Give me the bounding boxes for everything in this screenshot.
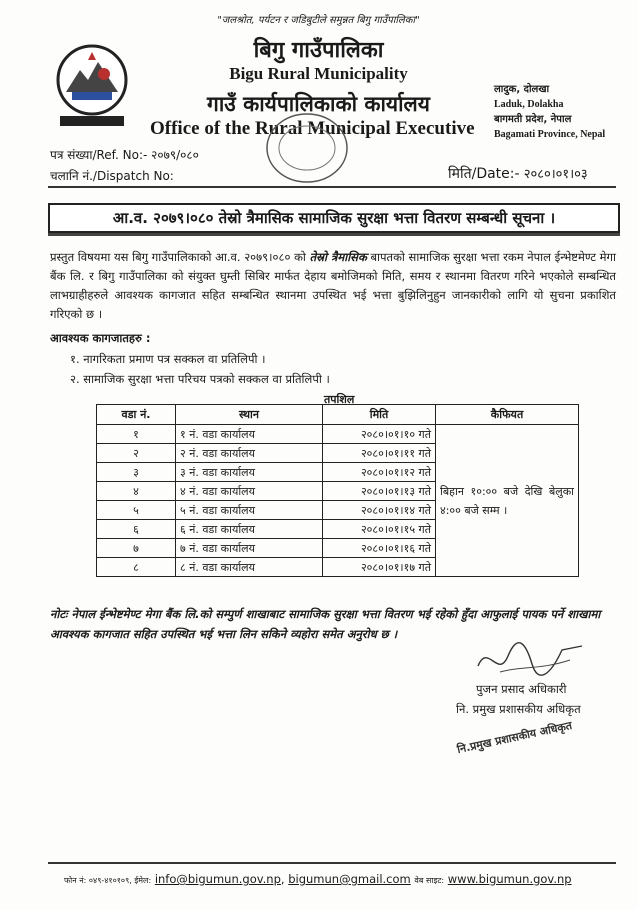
place-cell: ८ नं. वडा कार्यालय [176, 558, 323, 577]
column-header: कैफियत [436, 405, 579, 425]
footer-divider [48, 862, 616, 864]
reference-number: पत्र संख्या/Ref. No:- २०७९/०८० [50, 148, 199, 162]
requirement-item: १. नागरिकता प्रमाण पत्र सक्कल वा प्रतिलिपी । [70, 352, 266, 366]
date-cell: २०८०।०१।१० गते [323, 425, 436, 444]
notice-title-box [48, 203, 620, 233]
date-cell: २०८०।०१।१३ गते [323, 482, 436, 501]
footer-contacts [64, 872, 624, 886]
office-seal-icon [262, 110, 352, 186]
notice-title: आ.व. २०७९।०८० तेस्रो त्रैमासिक सामाजिक सुरक्षा भत्ता वितरण सम्बन्धी सूचना । [112, 209, 556, 227]
column-header: स्थान [176, 405, 323, 425]
motto: "जलश्रोत, पर्यटन र जडिबुटीले समुन्नत बिगु गाउँपालिका" [217, 15, 420, 26]
table-header-row [97, 405, 579, 425]
website-label: वेब साइट: [414, 876, 445, 885]
schedule-table [96, 404, 579, 577]
designation-stamp: नि.प्रमुख प्रशासकीय अधिकृत [455, 718, 574, 757]
phone-label: फोन नं: ०४९-४१०१०९, ईमेल: [64, 876, 152, 885]
footnote: नोटः नेपाल ईन्भेष्टमेण्ट मेगा बैंक लि.को सम्पुर्ण शाखाबाट सामाजिक सुरक्षा भत्ता वितरण भई रहेको हुँदा आफुलाई पायक पर्ने शाखामा आवश्यक कागजात सहित उपस्थित भई भत्ता लिन सकिने व्यहोरा समेत अनुरोध छ । [50, 607, 601, 641]
ward-cell: ३ [97, 463, 176, 482]
requirement-item: २. सामाजिक सुरक्षा भत्ता परिचय पत्रको सक्कल वा प्रतिलिपी । [70, 372, 330, 386]
date-cell: २०८०।०१।१६ गते [323, 539, 436, 558]
signatory-title: नि. प्रमुख प्रशासकीय अधिकृत [456, 702, 581, 716]
address-line: Laduk, Dolakha [494, 99, 564, 110]
date-label: मिति/Date:- [448, 166, 520, 182]
separator: , [280, 872, 285, 886]
place-cell: ६ नं. वडा कार्यालय [176, 520, 323, 539]
date-cell: २०८०।०१।१४ गते [323, 501, 436, 520]
date-value: २०८०।०१।०३ [523, 167, 588, 182]
letter-date [448, 164, 588, 183]
place-cell: ७ नं. वडा कार्यालय [176, 539, 323, 558]
place-cell: २ नं. वडा कार्यालय [176, 444, 323, 463]
column-header: वडा नं. [97, 405, 176, 425]
remark-text: बिहान १०:०० बजे देखि बेलुका ४:०० बजे सम्म । [440, 484, 574, 517]
date-cell: २०८०।०१।१२ गते [323, 463, 436, 482]
body-text: बापतको सामाजिक सुरक्षा भत्ता रकम नेपाल ईन्भेष्टमेण्ट मेगा बैंक लि. र बिगु गाउँपालिका को संयुक्त घुम्ती सिबिर मार्फत देहाय बमोजिमको मिति, समय र स्थानमा वितरण गरिने भएकोले सम्बन्धित लाभग्राहीहरुले आवश्यक कागजात सहित सम्बन्धित स्थानमा उपस्थित भई भत्ता बुझिलिनुहुन जानकारीको लागि यो सुचना प्रकाशित गरिएको छ । [50, 250, 617, 321]
date-cell: २०८०।०१।१५ गते [323, 520, 436, 539]
schedule-caption: तपशिल [324, 393, 355, 406]
ward-cell: ७ [97, 539, 176, 558]
column-header: मिति [323, 405, 436, 425]
website-link[interactable]: www.bigumun.gov.np [447, 872, 572, 886]
body-text: प्रस्तुत विषयमा यस बिगु गाउँपालिकाको आ.व. २०७९।०८० को [50, 250, 310, 264]
email-link[interactable]: info@bigumun.gov.np [154, 872, 281, 886]
ward-cell: ६ [97, 520, 176, 539]
signature-icon [470, 636, 590, 686]
signatory-name: पुजन प्रसाद अधिकारी [476, 682, 567, 696]
body-emphasis: तेस्रो त्रैमासिक [309, 250, 367, 264]
office-name-np: गाउँ कार्यपालिकाको कार्यालय [207, 92, 430, 116]
notice-body [50, 248, 616, 324]
address-line: बागमती प्रदेश, नेपाल [494, 114, 572, 125]
dispatch-number: चलानि नं./Dispatch No: [50, 169, 174, 183]
municipality-name-en: Bigu Rural Municipality [229, 64, 408, 83]
address-line: Bagamati Province, Nepal [494, 129, 606, 140]
date-cell: २०८०।०१।११ गते [323, 444, 436, 463]
remark-cell [436, 425, 579, 577]
office-name-en: Office of the Rural Municipal Executive [150, 118, 475, 139]
ward-cell: १ [97, 425, 176, 444]
ward-cell: ४ [97, 482, 176, 501]
email-link[interactable]: bigumun@gmail.com [288, 872, 411, 886]
address-line: लादुक, दोलखा [494, 84, 550, 95]
municipality-name-np: बिगु गाउँपालिका [253, 38, 384, 63]
header-divider [48, 186, 616, 188]
table-row [97, 425, 579, 444]
address-block [494, 82, 605, 142]
place-cell: ४ नं. वडा कार्यालय [176, 482, 323, 501]
date-cell: २०८०।०१।१७ गते [323, 558, 436, 577]
place-cell: ५ नं. वडा कार्यालय [176, 501, 323, 520]
ward-cell: ५ [97, 501, 176, 520]
place-cell: ३ नं. वडा कार्यालय [176, 463, 323, 482]
ward-cell: ८ [97, 558, 176, 577]
place-cell: १ नं. वडा कार्यालय [176, 425, 323, 444]
requirements-heading: आवश्यक कागजातहरु : [50, 331, 151, 345]
ward-cell: २ [97, 444, 176, 463]
